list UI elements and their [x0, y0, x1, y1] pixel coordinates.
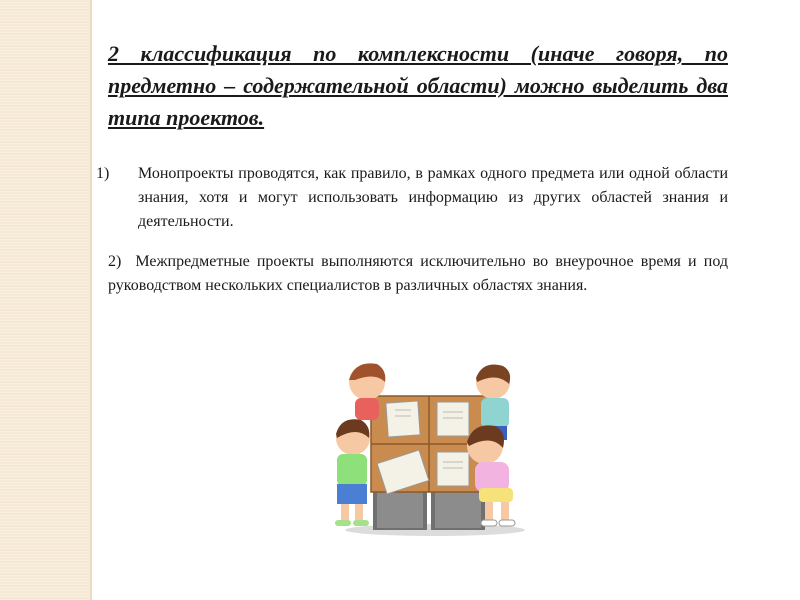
left-decorative-band — [0, 0, 90, 600]
list-item-2-text: Межпредметные проекты выполняются исключительно во внеурочное время и под руководством нескольких специалистов в различных областях знания. — [108, 253, 728, 294]
list-item-2 — [108, 250, 728, 298]
list-item-1-text: Монопроекты проводятся, как правило, в рамках одного предмета или одной области знания, хотя и могут использовать информацию из других областей знания и деятельности. — [138, 165, 728, 230]
list-item-1-number: 1) — [96, 165, 110, 182]
list-item-1 — [96, 162, 728, 234]
slide-heading: 2 классификация по комплексности (иначе говоря, по предметно – содержательной области) можно выделить два типа проектов. — [108, 41, 728, 130]
slide-content — [96, 38, 728, 298]
band-edge — [90, 0, 92, 600]
list-item-2-number: 2) — [108, 253, 122, 270]
children-at-table-illustration — [325, 360, 535, 540]
